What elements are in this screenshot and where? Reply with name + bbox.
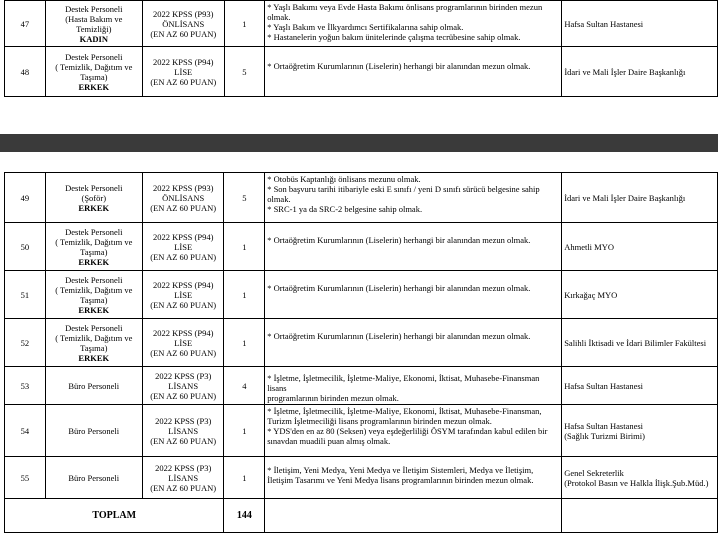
table-row [5,367,718,405]
kpss-line: (EN AZ 60 PUAN) [150,390,217,401]
row-number: 52 [5,319,46,367]
unit-line: İdari ve Mali İşler Daire Başkanlığı [564,192,686,203]
kpss-line: LİSANS [168,472,199,483]
unit-line: İdari ve Mali İşler Daire Başkanlığı [564,66,686,77]
staff-table-top [4,0,718,97]
kpss-line: LİSANS [168,380,199,391]
requirement-line: olmak. [267,12,291,22]
kpss-line: (EN AZ 60 PUAN) [150,251,217,262]
kpss-line: (EN AZ 60 PUAN) [150,28,217,39]
table-row [5,271,718,319]
requirement-line: * YDS'den en az 80 (Seksen) veya eşdeğerliliği ÖSYM tarafından kabul edilen bir [267,426,548,436]
position-cell [45,319,142,367]
requirement-line: * İşletme, İşletmecilik, İşletme-Maliye, Ekonomi, İktisat, Muhasebe-Finansman lisans [267,373,540,393]
requirement-line: * Son başvuru tarihi itibariyle eski E sınıfı / yeni D sınıfı sürücü belgesine sahip [267,184,540,194]
unit-line: Ahmetli MYO [564,241,615,252]
requirement-line: * Ortaöğretim Kurumlarının (Liselerin) herhangi bir alanından mezun olmak. [267,331,531,341]
quota-count: 5 [224,173,265,223]
position-line: Taşıma) [80,71,108,82]
position-line: Büro Personeli [68,425,120,436]
total-row [5,499,718,533]
kpss-line: LİSE [174,289,193,300]
requirement-line: olmak. [267,194,291,204]
position-cell [45,271,142,319]
requirements-cell [265,319,562,367]
table-row [5,1,718,47]
unit-line: Hafsa Sultan Hastanesi [564,420,644,431]
position-line: (Şoför) [81,192,107,203]
gender-label: ERKEK [78,202,110,213]
position-line: Taşıma) [80,246,108,257]
position-cell [45,1,142,47]
gender-label: ERKEK [78,256,110,267]
quota-count: 4 [224,367,265,405]
total-label-cell [5,499,224,533]
requirement-line: Turizm İşletmeciliği lisans programlarının birinden mezun olmak. [267,416,492,426]
kpss-line: ÖNLİSANS [162,18,205,29]
unit-cell [562,223,718,271]
gender-label: ERKEK [78,304,110,315]
row-number: 50 [5,223,46,271]
position-cell [45,405,142,457]
quota-count: 1 [224,319,265,367]
position-line: Büro Personeli [68,380,120,391]
quota-count: 1 [224,457,265,499]
requirement-line: * İşletme, İşletmecilik, İşletme-Maliye, Ekonomi, İktisat, Muhasebe-Finansman, [267,406,542,416]
unit-cell [562,319,718,367]
quota-count: 1 [224,1,265,47]
kpss-cell [142,319,224,367]
unit-cell [562,457,718,499]
table-row [5,47,718,97]
position-line: (Hasta Bakım ve [65,13,123,24]
total-empty-requirements [265,499,562,533]
requirement-line: sınavdan muadili puan almış olmak. [267,436,391,446]
position-line: Destek Personeli [65,51,123,62]
requirements-cell [265,47,562,97]
requirement-line: * Ortaöğretim Kurumlarının (Liselerin) herhangi bir alanından mezun olmak. [267,61,531,71]
quota-count: 5 [224,47,265,97]
requirement-line: * Hastanelerin yoğun bakım ünitelerinde çalışma tecrübesine sahip olmak. [267,32,521,42]
kpss-line: LİSE [174,241,193,252]
requirement-line: programlarının birinden mezun olmak. [267,393,399,403]
unit-line: Kırkağaç MYO [564,289,618,300]
gender-label: ERKEK [78,352,110,363]
kpss-line: 2022 KPSS (P3) [155,462,212,473]
unit-cell [562,47,718,97]
unit-line: Salihli İktisadi ve İdari Bilimler Fakültesi [564,337,707,348]
row-number: 51 [5,271,46,319]
requirements-cell [265,367,562,405]
unit-line: (Sağlık Turizmi Birimi) [564,430,645,441]
unit-cell [562,1,718,47]
row-number: 49 [5,173,46,223]
quota-count: 1 [224,405,265,457]
position-cell [45,173,142,223]
staff-table-main [4,172,718,533]
quota-count: 1 [224,271,265,319]
position-line: Taşıma) [80,294,108,305]
position-line: ( Temizlik, Dağıtım ve [55,61,133,72]
table-row [5,319,718,367]
unit-line: Hafsa Sultan Hastanesi [564,380,644,391]
gender-label: ERKEK [78,81,110,92]
position-line: ( Temizlik, Dağıtım ve [55,236,133,247]
kpss-cell [142,367,224,405]
row-number: 48 [5,47,46,97]
unit-cell [562,271,718,319]
position-cell [45,223,142,271]
requirement-line: * İletişim, Yeni Medya, Yeni Medya ve İletişim Sistemleri, Medya ve İletişim, [267,465,534,475]
table-row [5,223,718,271]
row-number: 47 [5,1,46,47]
kpss-cell [142,173,224,223]
requirement-line: İletişim Tasarımı ve Yeni Medya lisans programlarının birinden mezun olmak. [267,475,534,485]
position-line: Destek Personeli [65,274,123,285]
unit-cell [562,173,718,223]
unit-cell [562,405,718,457]
kpss-line: (EN AZ 60 PUAN) [150,435,217,446]
position-line: Büro Personeli [68,472,120,483]
total-value: 144 [224,499,265,533]
position-line: ( Temizlik, Dağıtım ve [55,332,133,343]
requirement-line: * Ortaöğretim Kurumlarının (Liselerin) herhangi bir alanından mezun olmak. [267,235,531,245]
kpss-line: (EN AZ 60 PUAN) [150,347,217,358]
total-empty-unit [562,499,718,533]
kpss-line: 2022 KPSS (P3) [155,370,212,381]
position-line: Destek Personeli [65,3,123,14]
unit-line: Hafsa Sultan Hastanesi [564,18,644,29]
unit-cell [562,367,718,405]
requirement-line: * Ortaöğretim Kurumlarının (Liselerin) herhangi bir alanından mezun olmak. [267,283,531,293]
position-line: Destek Personeli [65,322,123,333]
unit-line: Genel Sekreterlik [564,467,624,478]
table-row [5,173,718,223]
requirements-cell [265,173,562,223]
position-line: Taşıma) [80,342,108,353]
row-number: 55 [5,457,46,499]
kpss-line: (EN AZ 60 PUAN) [150,202,217,213]
requirement-line: * Yaşlı Bakımı veya Evde Hasta Bakımı önlisans programlarının birinden mezun [267,2,543,12]
kpss-line: (EN AZ 60 PUAN) [150,76,217,87]
requirements-cell [265,1,562,47]
kpss-cell [142,457,224,499]
position-cell [45,367,142,405]
total-label: TOPLAM [92,509,137,521]
kpss-line: ÖNLİSANS [162,192,205,203]
position-line: Destek Personeli [65,182,123,193]
requirements-cell [265,223,562,271]
kpss-cell [142,47,224,97]
table-row [5,457,718,499]
table-row [5,405,718,457]
page-divider [0,134,718,152]
kpss-cell [142,405,224,457]
kpss-line: LİSE [174,66,193,77]
requirements-cell [265,405,562,457]
position-line: Temizliği) [76,23,112,34]
quota-count: 1 [224,223,265,271]
kpss-line: (EN AZ 60 PUAN) [150,299,217,310]
requirement-line: * SRC-1 ya da SRC-2 belgesine sahip olmak. [267,204,423,214]
kpss-line: LİSANS [168,425,199,436]
kpss-line: LİSE [174,337,193,348]
requirement-line: * Otobüs Kaptanlığı önlisans mezunu olmak. [267,174,421,184]
position-line: Destek Personeli [65,226,123,237]
row-number: 53 [5,367,46,405]
gender-label: KADIN [79,33,108,44]
kpss-line: 2022 KPSS (P94) [152,327,214,338]
requirement-line: * Yaşlı Bakım ve İlkyardımcı Sertifikalarına sahip olmak. [267,22,464,32]
kpss-line: (EN AZ 60 PUAN) [150,482,217,493]
kpss-line: 2022 KPSS (P93) [153,8,214,19]
kpss-cell [142,1,224,47]
requirements-cell [265,457,562,499]
position-line: ( Temizlik, Dağıtım ve [55,284,133,295]
kpss-line: 2022 KPSS (P93) [152,182,214,193]
kpss-line: 2022 KPSS (P94) [153,56,214,67]
row-number: 54 [5,405,46,457]
kpss-line: 2022 KPSS (P94) [152,231,214,242]
requirements-cell [265,271,562,319]
kpss-cell [142,271,224,319]
kpss-cell [142,223,224,271]
kpss-line: 2022 KPSS (P94) [152,279,214,290]
kpss-line: 2022 KPSS (P3) [155,415,212,426]
position-cell [45,457,142,499]
position-cell [45,47,142,97]
unit-line: (Protokol Basın ve Halkla İlişk.Şub.Müd.) [564,477,709,488]
